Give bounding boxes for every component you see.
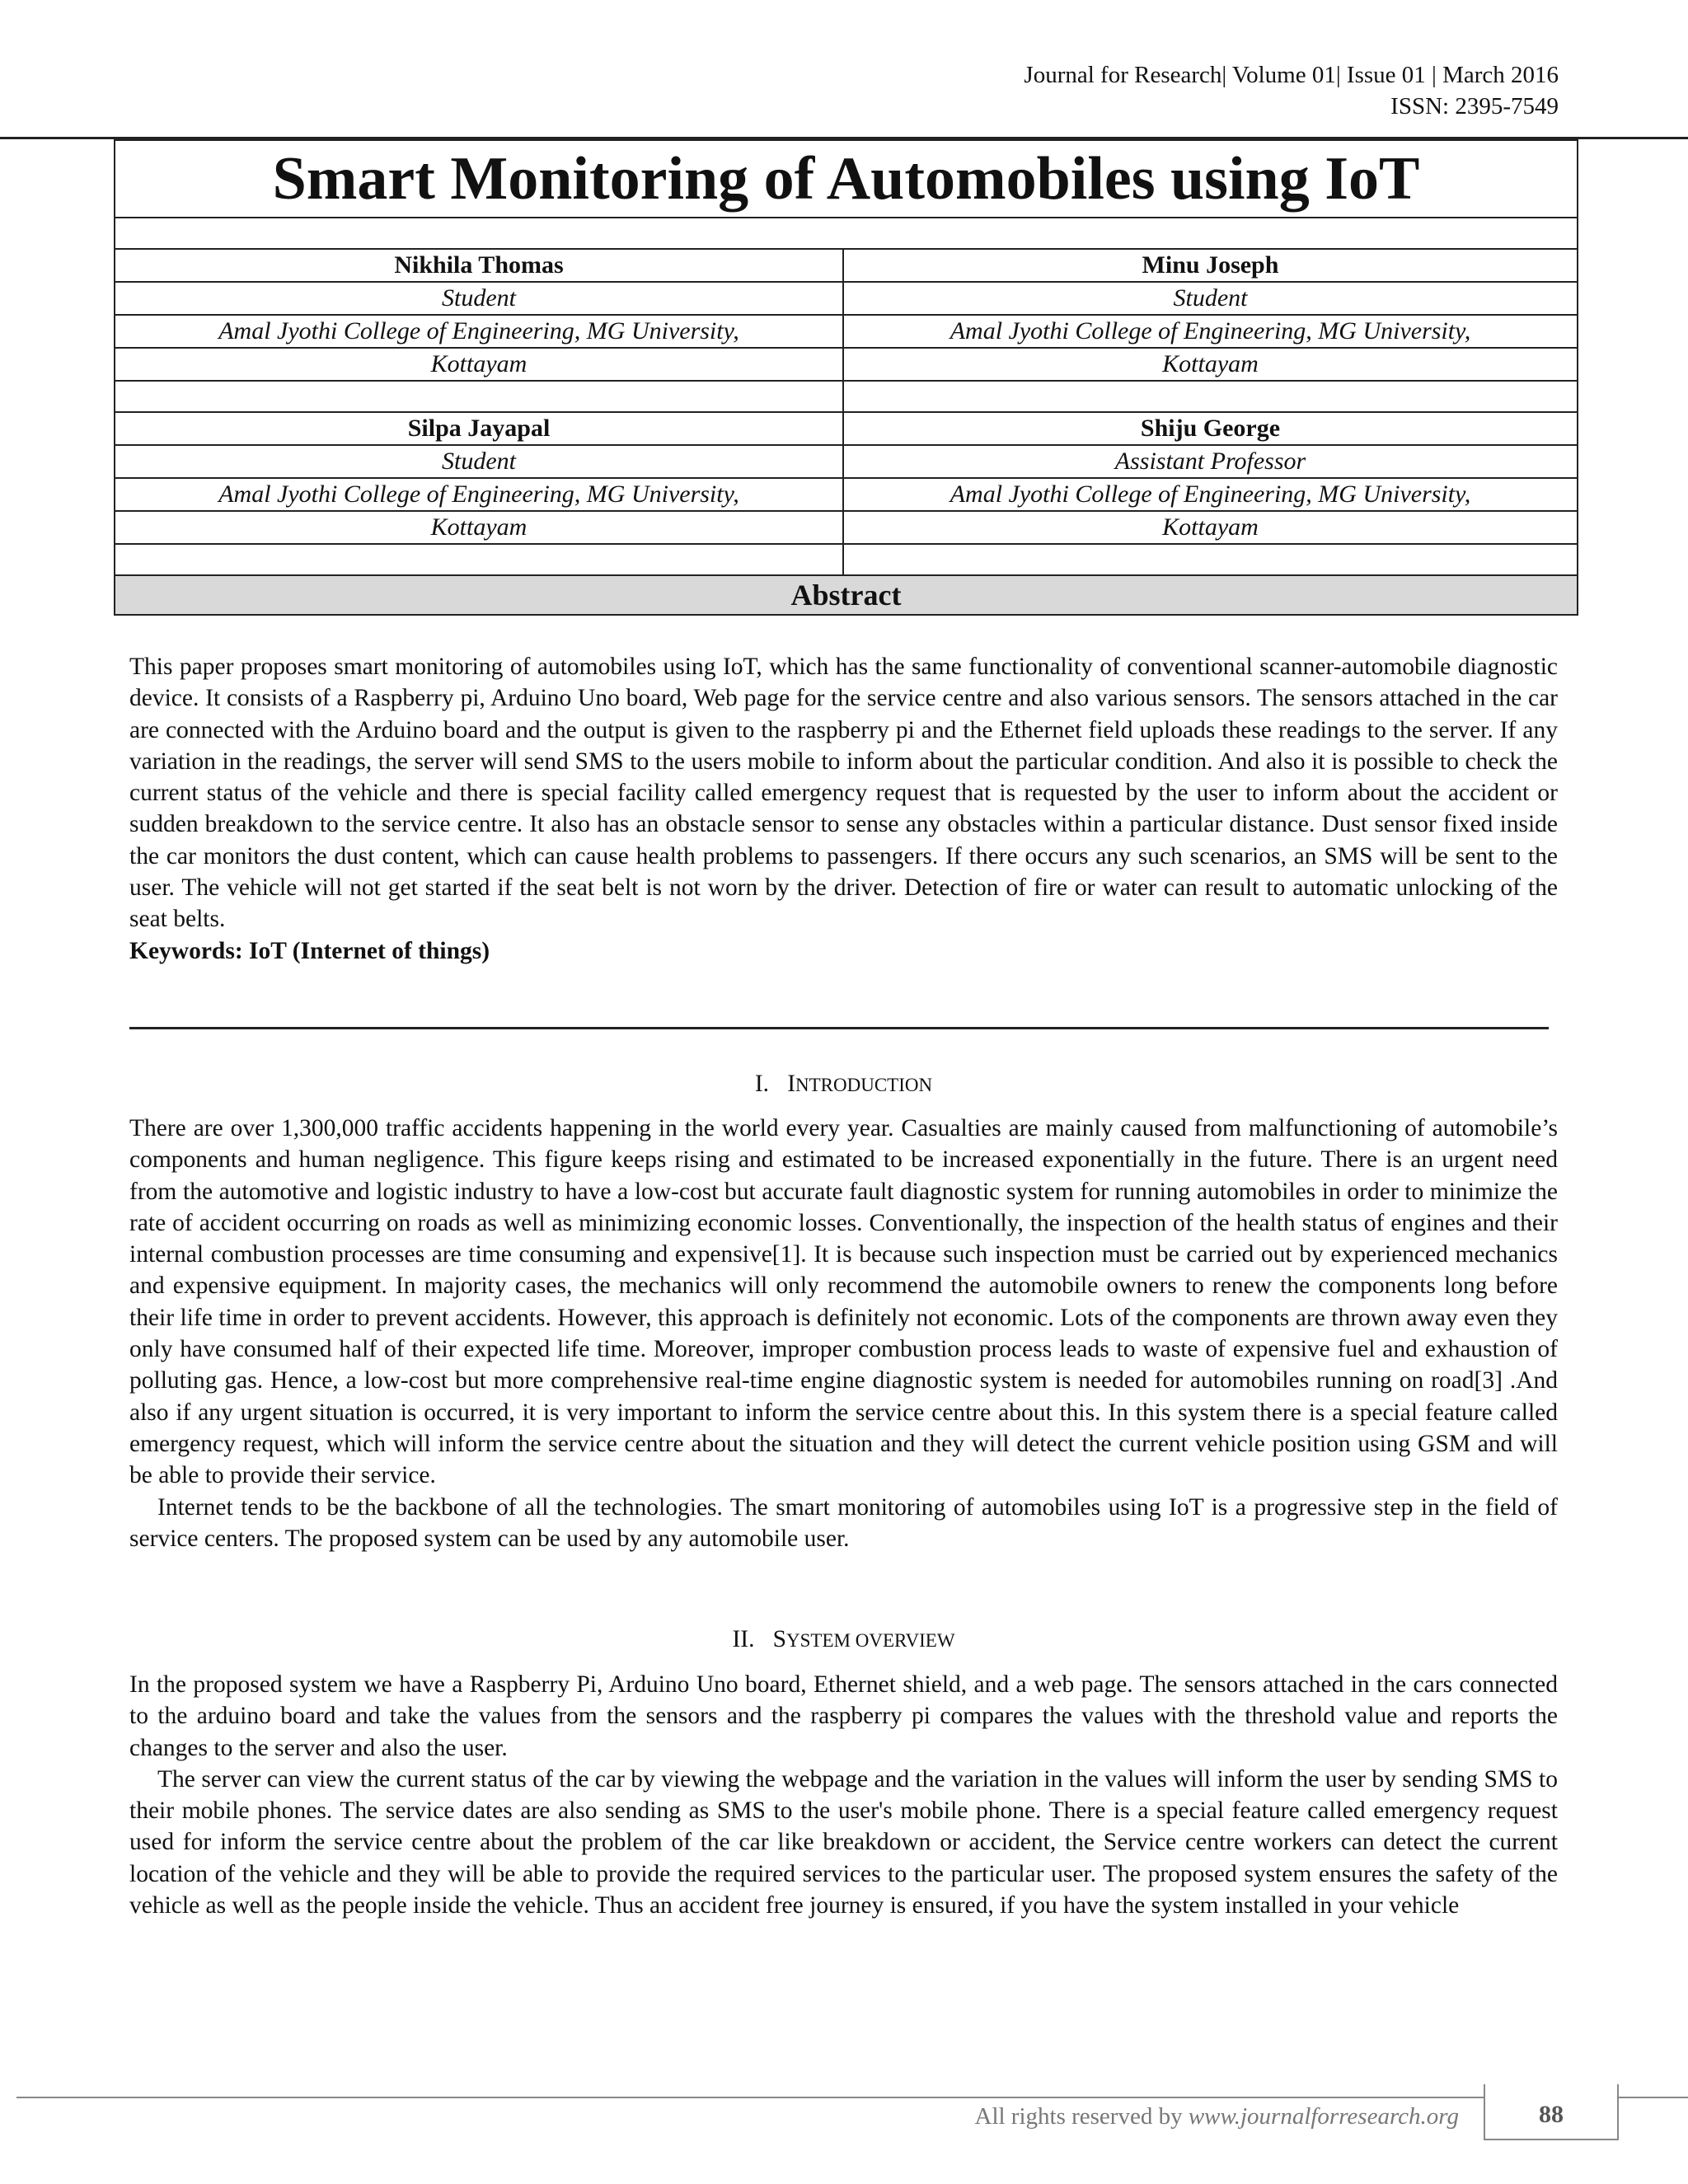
author-city: Kottayam (115, 512, 844, 545)
author-name: Shiju George (844, 413, 1577, 446)
title-block (114, 139, 1578, 616)
author-role: Assistant Professor (844, 446, 1577, 479)
author-affiliation: Amal Jyothi College of Engineering, MG University, (115, 479, 844, 512)
author-role: Student (115, 283, 844, 316)
journal-info: Journal for Research| Volume 01| Issue 01 | March 2016 (1024, 62, 1559, 88)
author-name: Minu Joseph (844, 250, 1577, 283)
section-title-initial: S (772, 1626, 787, 1652)
page-number: 88 (1484, 2084, 1619, 2140)
spacer-cell (844, 382, 1577, 413)
author-affiliation: Amal Jyothi College of Engineering, MG University, (115, 316, 844, 349)
footer-rule (1619, 2097, 1688, 2098)
section-title-initial: I (787, 1071, 796, 1097)
author-affiliation: Amal Jyothi College of Engineering, MG University, (844, 316, 1577, 349)
abstract-body (129, 651, 1558, 967)
author-city: Kottayam (115, 349, 844, 382)
section-title-rest: NTRODUCTION (795, 1075, 933, 1095)
journal-header (1024, 59, 1559, 122)
section-number: II. (732, 1626, 755, 1652)
author-role: Student (115, 446, 844, 479)
author-city: Kottayam (844, 349, 1577, 382)
footer-rights (975, 2101, 1460, 2132)
section-number: I. (754, 1071, 770, 1097)
abstract-text: This paper proposes smart monitoring of automobiles using IoT, which has the same functionality of conventional scanner-automobile diagnostic device. It consists of a Raspberry pi, Arduino Uno board, Web page for the service centre and also various sensors. The sensors attached in the car are connected with the Arduino board and the output is given to the raspberry pi and the Ethernet field uploads these readings to the server. If any variation in the readings, the server will send SMS to the users mobile to inform about the particular condition. And also it is possible to check the current status of the vehicle and there is special facility called emergency request that is requested by the user to inform about the accident or sudden breakdown to the service centre. It also has an obstacle sensor to sense any obstacles within a particular distance. Dust sensor fixed inside the car monitors the dust content, which can cause health problems to passengers. If there occurs any such scenarios, an SMS will be sent to the user. The vehicle will not get started if the seat belt is not worn by the driver. Detection of fire or water can result to automatic unlocking of the seat belts. (129, 654, 1558, 933)
paragraph: The server can view the current status of the car by viewing the webpage and the variation in the values will inform the user by sending SMS to their mobile phones. The service dates are also sending as SMS to the user's mobile phone. There is a special feature called emergency request used for inform the service centre about the problem of the car like breakdown or accident, the Service centre workers can detect the current location of the vehicle and they will be able to provide the required services to the particular user. The proposed system ensures the safety of the vehicle as well as the people inside the vehicle. Thus an accident free journey is ensured, if you have the system installed in your vehicle (129, 1765, 1558, 1919)
spacer-cell (115, 382, 844, 413)
spacer-row (115, 218, 1577, 250)
section-heading-system-overview (129, 1624, 1558, 1657)
author-role: Student (844, 283, 1577, 316)
authors-table (115, 250, 1577, 576)
paragraph: Internet tends to be the backbone of all the technologies. The smart monitoring of automobiles using IoT is a progressive step in the field of service centers. The proposed system can be used by any automobile user. (129, 1493, 1558, 1552)
system-overview-body (129, 1669, 1558, 1921)
keywords: Keywords: IoT (Internet of things) (129, 937, 490, 964)
paragraph: There are over 1,300,000 traffic accidents happening in the world every year. Casualties are mainly caused from malfunctioning of automobile’s components and human negligence. This figure keeps rising and estimated to be increased exponentially in the future. There is an urgent need from the automotive and logistic industry to have a low-cost but accurate fault diagnostic system for running automobiles in order to minimize the rate of accident occurring on roads as well as minimizing economic losses. Conventionally, the inspection of the health status of engines and their internal combustion processes are time consuming and expensive[1]. It is because such inspection must be carried out by experienced mechanics and expensive equipment. In majority cases, the mechanics will only recommend the automobile owners to renew the components long before their life time in order to prevent accidents. However, this approach is definitely not economic. Lots of the components are thrown away even they only have consumed half of their expected life time. Moreover, improper combustion process leads to waste of expensive fuel and exhaustion of polluting gas. Hence, a low-cost but more comprehensive real-time engine diagnostic system is needed for automobiles running on road[3] .And also if any urgent situation is occurred, it is very important to inform the service centre about this. In this system there is a special feature called emergency request, which will inform the service centre about the situation and they will detect the current vehicle position using GSM and will be able to provide their service. (129, 1115, 1558, 1489)
spacer-cell (844, 545, 1577, 576)
section-heading-introduction (129, 1068, 1558, 1101)
footer-rule (16, 2097, 1484, 2098)
rights-text: All rights reserved by (974, 2103, 1189, 2130)
author-affiliation: Amal Jyothi College of Engineering, MG University, (844, 479, 1577, 512)
abstract-heading: Abstract (115, 576, 1577, 614)
paper-title: Smart Monitoring of Automobiles using IoT (115, 141, 1577, 218)
section-title-rest: YSTEM OVERVIEW (786, 1630, 955, 1651)
website-link[interactable]: www.journalforresearch.org (1188, 2103, 1459, 2130)
spacer-cell (115, 545, 844, 576)
introduction-body (129, 1113, 1558, 1554)
author-name: Silpa Jayapal (115, 413, 844, 446)
paragraph: In the proposed system we have a Raspberry Pi, Arduino Uno board, Ethernet shield, and a web page. The sensors attached in the cars connected to the arduino board and take the values from the sensors and the raspberry pi compares the values with the threshold value and reports the changes to the server and also the user. (129, 1671, 1558, 1761)
author-city: Kottayam (844, 512, 1577, 545)
abstract-separator (129, 1027, 1549, 1029)
issn: ISSN: 2395-7549 (1390, 93, 1559, 120)
author-name: Nikhila Thomas (115, 250, 844, 283)
